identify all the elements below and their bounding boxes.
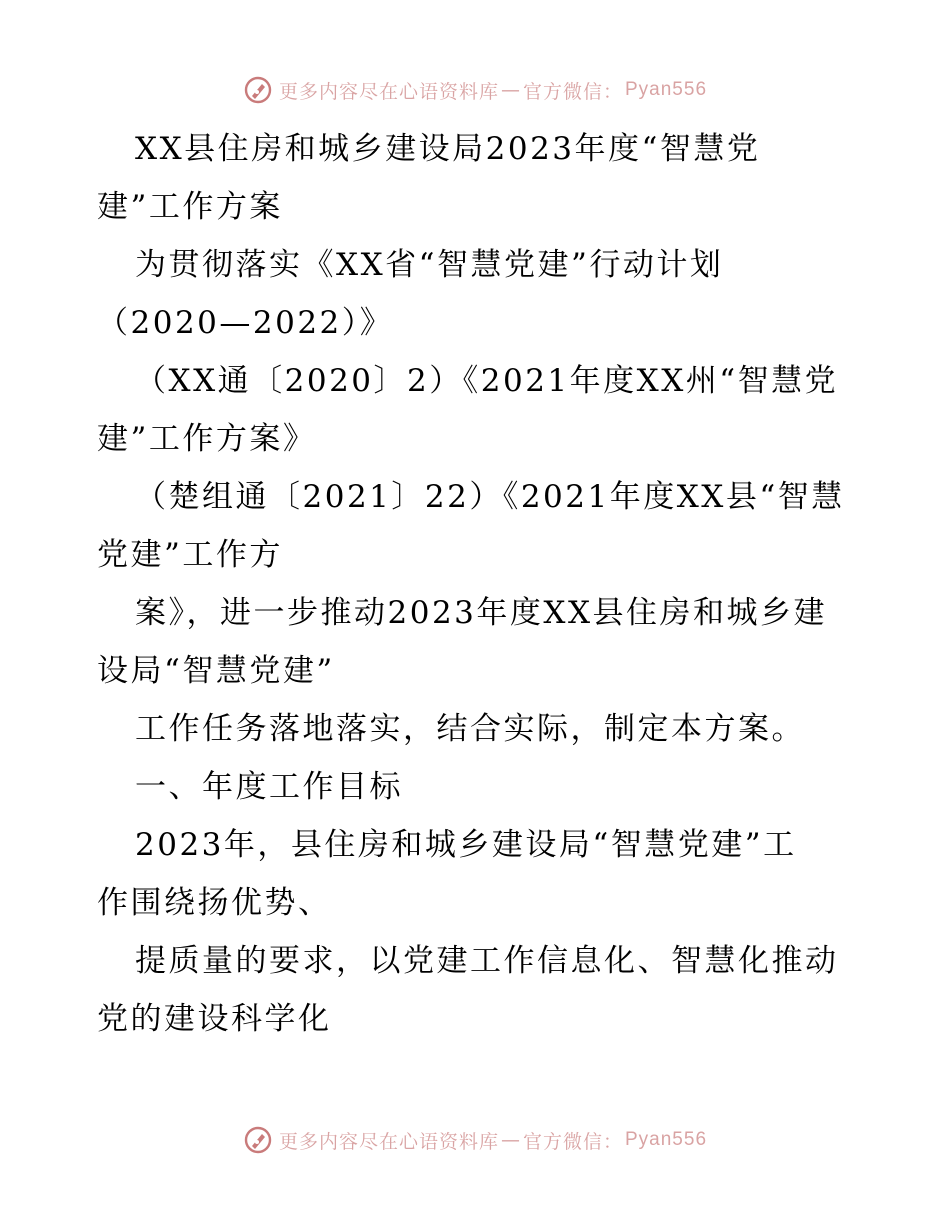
document-line: 提质量的要求，以党建工作信息化、智慧化推动: [135, 943, 839, 979]
document-line: XX县住房和城乡建设局2023年度“智慧党: [135, 131, 761, 167]
document-line: 党的建设科学化: [97, 1001, 332, 1037]
document-line: 为贯彻落实《XX省“智慧党建”行动计划: [135, 247, 724, 283]
document-line: 案》，进一步推动2023年度XX县住房和城乡建: [135, 595, 828, 631]
document-line: 2023年，县住房和城乡建设局“智慧党建”工: [135, 827, 797, 863]
watermark-contact-label: 官方微信：: [522, 1130, 623, 1153]
watermark-text: 更多内容尽在心语资料库: [278, 1130, 499, 1153]
watermark-separator: —: [500, 1129, 521, 1151]
document-body: [97, 120, 867, 1048]
document-line: （XX通〔2020〕2）《2021年度XX州“智慧党: [135, 363, 839, 399]
pen-seal-icon: [243, 1125, 273, 1155]
document-line: 党建”工作方: [97, 537, 283, 573]
document-line: 建”工作方案: [97, 189, 283, 225]
document-line: 工作任务落地落实，结合实际，制定本方案。: [135, 711, 805, 747]
pen-seal-icon: [243, 75, 273, 105]
document-line: （2020—2022）》: [97, 305, 394, 341]
watermark-contact-id: Pyan556: [625, 79, 708, 100]
header-watermark: [0, 70, 950, 110]
document-line: （楚组通〔2021〕22）《2021年度XX县“智慧: [135, 479, 845, 515]
document-line: 设局“智慧党建”: [97, 653, 335, 689]
watermark-separator: —: [500, 79, 521, 101]
watermark-text: 更多内容尽在心语资料库: [278, 80, 499, 103]
document-line: 建”工作方案》: [97, 421, 317, 457]
document-line: 一、年度工作目标: [135, 769, 403, 805]
document-line: 作围绕扬优势、: [97, 885, 332, 921]
watermark-contact-label: 官方微信：: [522, 80, 623, 103]
footer-watermark: [0, 1120, 950, 1160]
watermark-contact-id: Pyan556: [625, 1129, 708, 1150]
